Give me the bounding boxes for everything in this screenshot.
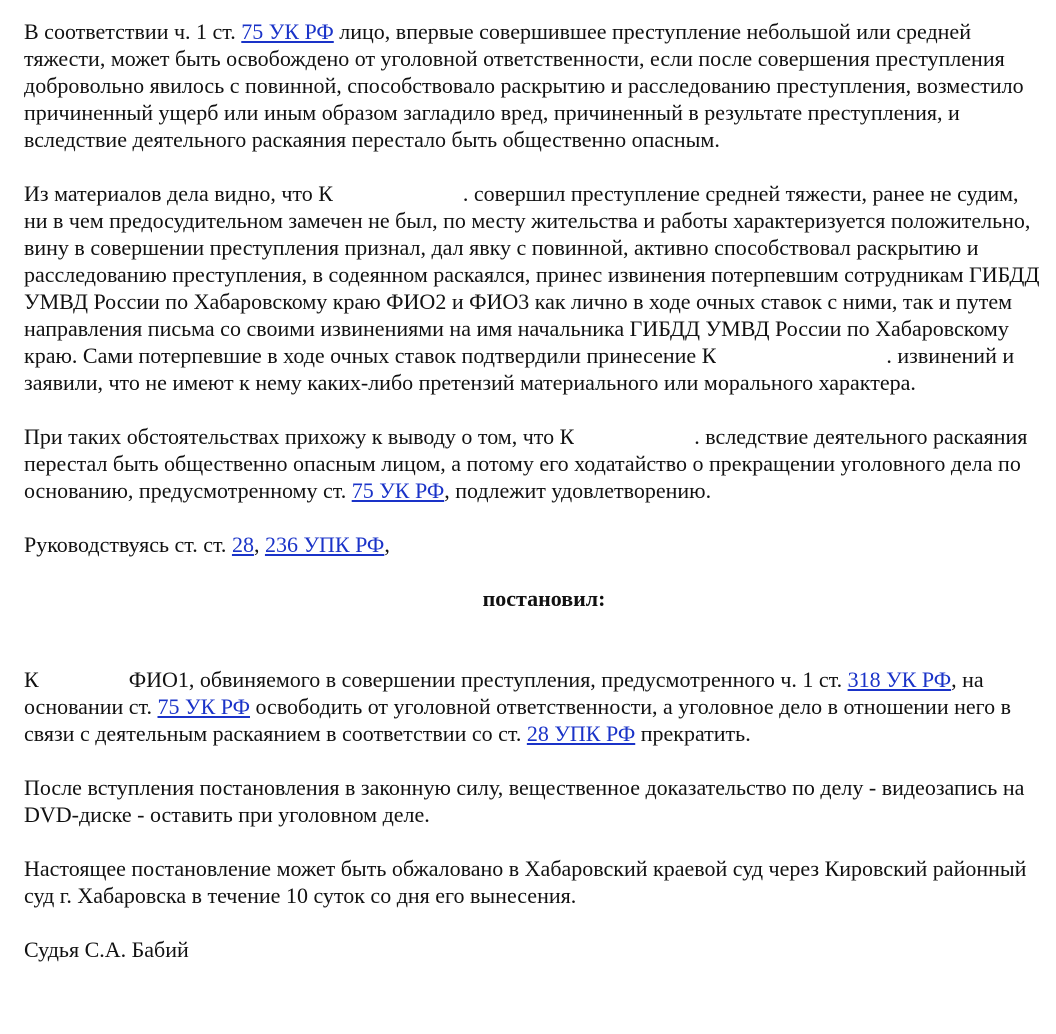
link-75-uk-rf[interactable]: 75 УК РФ — [157, 694, 250, 719]
text-segment: , — [384, 532, 390, 557]
paragraph-appeal: Настоящее постановление может быть обжаловано в Хабаровский краевой суд через Кировский районный суд г. Хабаровска в течение 10 суток со дня его вынесения. — [24, 856, 1027, 908]
link-318-uk-rf[interactable]: 318 УК РФ — [847, 667, 952, 692]
link-75-uk-rf[interactable]: 75 УК РФ — [351, 478, 445, 503]
paragraph-evidence: После вступления постановления в законную силу, вещественное доказательство по делу - видеозапись на DVD-диске - оставить при уголовном деле. — [24, 775, 1025, 827]
redacted-name — [574, 426, 694, 448]
redacted-name — [716, 345, 886, 367]
text-segment: прекратить. — [635, 721, 751, 746]
text-segment: лицо, впервые совершившее преступление небольшой или средней тяжести, может быть освобождено от уголовной ответственности, если после совершения преступления добровольно явилось с повинной, способствовало раскрытию и расследованию преступления, возместило причиненный ущерб или иным образом загладило вред, причиненный в результате преступления, и вследствие деятельного раскаяния перестало быть общественно опасным. — [24, 19, 1024, 152]
text-segment: В соответствии ч. 1 ст. — [24, 19, 242, 44]
spacer — [24, 612, 1044, 666]
paragraph-guided-by — [24, 531, 1044, 558]
redacted-name — [39, 669, 129, 691]
paragraph-ruling — [24, 666, 1044, 747]
link-28-upk-rf[interactable]: 28 УПК РФ — [526, 721, 636, 746]
ruling-heading: постановил: — [482, 586, 606, 611]
judge-signature: Судья С.А. Бабий — [24, 937, 189, 962]
text-segment: , подлежит удовлетворению. — [444, 478, 712, 503]
text-segment: , на основании ст. — [24, 667, 984, 719]
text-segment: , — [253, 532, 265, 557]
text-segment: . извинений и заявили, что не имеют к нему каких-либо претензий материального или морального характера. — [24, 343, 1015, 395]
link-75-uk-rf[interactable]: 75 УК РФ — [241, 19, 334, 44]
text-segment: При таких обстоятельствах прихожу к выводу о том, что К — [24, 424, 575, 449]
text-segment: ФИО1, обвиняемого в совершении преступления, предусмотренного ч. 1 ст. — [128, 667, 848, 692]
text-segment: К — [24, 667, 39, 692]
text-segment: . совершил преступление средней тяжести, ранее не судим, ни в чем предосудительном замечен не был, по месту жительства и работы характеризуется положительно, вину в совершении преступления признал, дал явку с повинной, активно способствовал раскрытию и расследованию преступления, в содеянном раскаялся, принес извинения потерпевшим сотрудникам ГИБДД УМВД России по Хабаровскому краю ФИО2 и ФИО3 как лично в ходе очных ставок с ними, так и путем направления письма со своими извинениями на имя начальника ГИБДД УМВД России по Хабаровскому краю. Сами потерпевшие в ходе очных ставок подтвердили принесение К — [24, 181, 1040, 368]
paragraph-case-materials — [24, 180, 1044, 396]
link-236-upk-rf[interactable]: 236 УПК РФ — [264, 532, 385, 557]
paragraph-legal-basis — [24, 18, 1044, 153]
link-28[interactable]: 28 — [231, 532, 254, 557]
text-segment: Из материалов дела видно, что К — [24, 181, 333, 206]
redacted-name — [333, 183, 463, 205]
text-segment: . вследствие деятельного раскаяния перестал быть общественно опасным лицом, а потому его ходатайство о прекращении уголовного дела по основанию, предусмотренному ст. — [24, 424, 1028, 503]
paragraph-conclusion — [24, 423, 1044, 504]
text-segment: освободить от уголовной ответственности, а уголовное дело в отношении него в связи с деятельным раскаянием в соответствии со ст. — [24, 694, 1011, 746]
document-body — [24, 18, 1044, 963]
text-segment: Руководствуясь ст. ст. — [24, 532, 232, 557]
